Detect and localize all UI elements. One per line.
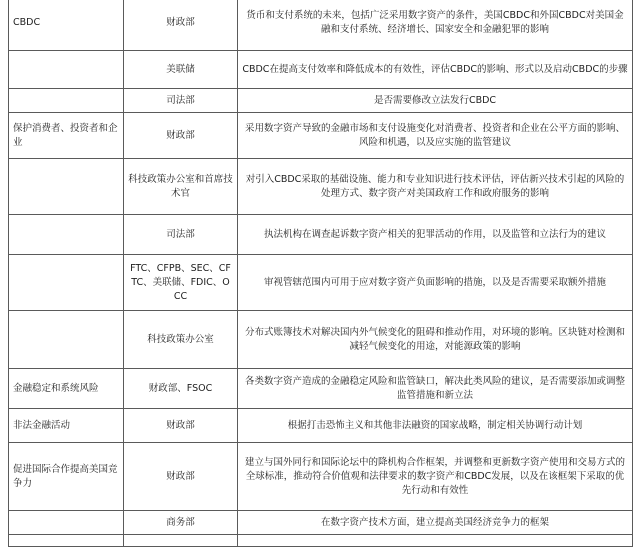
description-cell: 货币和支付系统的未来，包括广泛采用数字资产的条件，美国CBDC和外国CBDC对美国金融和支付系统、经济增长、国家安全和金融犯罪的影响 [238, 0, 633, 51]
description-cell: 根据打击恐怖主义和其他非法融资的国家战略，制定相关协调行动计划 [238, 409, 633, 443]
area-cell: 促进国际合作提高美国竞争力 [9, 443, 124, 511]
table-row [9, 255, 633, 311]
table-row [9, 0, 633, 51]
table-row [9, 89, 633, 113]
agency-cell: 科技政策办公室和首席技术官 [124, 159, 238, 215]
description-cell: 执法机构在调查起诉数字资产相关的犯罪活动的作用，以及监管和立法行为的建议 [238, 215, 633, 255]
description-cell: 建立与国外同行和国际论坛中的降机构合作框架，并调整和更新数字资产使用和交易方式的全球标准，推动符合价值观和法律要求的数字资产和CBDC发展，以及在该框架下采取的优先行动和有效性 [238, 443, 633, 511]
area-cell [9, 159, 124, 215]
agency-cell: 科技政策办公室 [124, 311, 238, 369]
agency-cell: 商务部 [124, 511, 238, 535]
policy-table [8, 0, 633, 547]
description-cell: 分布式账簿技术对解决国内外气候变化的阻碍和推动作用，对环境的影响。区块链对检测和减轻气候变化的用途，对能源政策的影响 [238, 311, 633, 369]
description-cell: 采用数字资产导致的金融市场和支付设施变化对消费者、投资者和企业在公平方面的影响、风险和机遇，以及应实施的监管建议 [238, 113, 633, 159]
area-cell [9, 511, 124, 535]
area-cell: 保护消费者、投资者和企业 [9, 113, 124, 159]
agency-cell [124, 535, 238, 547]
agency-cell: 财政部、FSOC [124, 369, 238, 409]
agency-cell: FTC、CFPB、SEC、CFTC、美联储、FDIC、OCC [124, 255, 238, 311]
description-cell: 审视管辖范围内可用于应对数字资产负面影响的措施，以及是否需要采取额外措施 [238, 255, 633, 311]
area-cell [9, 535, 124, 547]
agency-cell: 美联储 [124, 51, 238, 89]
description-cell: 在数字资产技术方面，建立提高美国经济竞争力的框架 [238, 511, 633, 535]
description-cell [238, 535, 633, 547]
table-row [9, 443, 633, 511]
agency-cell: 财政部 [124, 113, 238, 159]
area-cell: 非法金融活动 [9, 409, 124, 443]
area-cell: 金融稳定和系统风险 [9, 369, 124, 409]
agency-cell: 财政部 [124, 409, 238, 443]
table-row [9, 311, 633, 369]
agency-cell: 财政部 [124, 443, 238, 511]
table-row [9, 113, 633, 159]
table-row [9, 51, 633, 89]
area-cell: CBDC [9, 0, 124, 51]
agency-cell: 司法部 [124, 89, 238, 113]
agency-cell: 财政部 [124, 0, 238, 51]
area-cell [9, 51, 124, 89]
table-row [9, 215, 633, 255]
table-row [9, 369, 633, 409]
agency-cell: 司法部 [124, 215, 238, 255]
table-row [9, 409, 633, 443]
description-cell: CBDC在提高支付效率和降低成本的有效性，评估CBDC的影响、形式以及启动CBDC的步骤 [238, 51, 633, 89]
area-cell [9, 215, 124, 255]
area-cell [9, 311, 124, 369]
description-cell: 是否需要修改立法发行CBDC [238, 89, 633, 113]
description-cell: 对引入CBDC采取的基础设施、能力和专业知识进行技术评估，评估新兴技术引起的风险的处理方式、数字资产对美国政府工作和政府服务的影响 [238, 159, 633, 215]
description-cell: 各类数字资产造成的金融稳定风险和监管缺口，解决此类风险的建议，是否需要添加或调整监管措施和新立法 [238, 369, 633, 409]
table-row [9, 511, 633, 535]
table-row [9, 159, 633, 215]
table-row [9, 535, 633, 547]
area-cell [9, 255, 124, 311]
area-cell [9, 89, 124, 113]
